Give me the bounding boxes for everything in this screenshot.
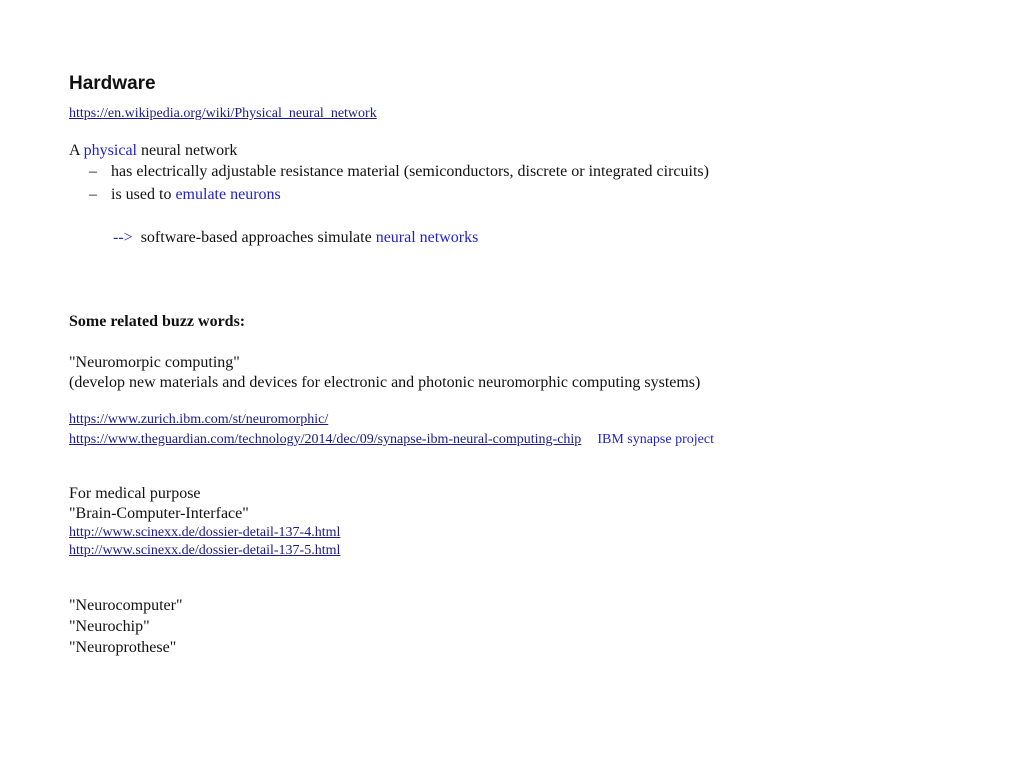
scinexx-link-5[interactable]: http://www.scinexx.de/dossier-detail-137-5.html (69, 543, 341, 558)
term-neurochip: "Neurochip" (69, 618, 150, 635)
bullet-item (89, 186, 281, 204)
page-heading: Hardware (69, 73, 156, 94)
buzz-neuromorphic-desc: (develop new materials and devices for electronic and photonic neuromorphic computing systems) (69, 374, 701, 391)
medical-bci: "Brain-Computer-Interface" (69, 505, 249, 522)
arrow-glyph: --> (113, 229, 133, 246)
bullet-dash: – (89, 186, 97, 203)
buzz-title: Some related buzz words: (69, 313, 246, 330)
scinexx-link-4[interactable]: http://www.scinexx.de/dossier-detail-137-4.html (69, 525, 341, 540)
term-neurocomputer: "Neurocomputer" (69, 597, 183, 614)
bullet-dash: – (89, 163, 97, 180)
medical-purpose: For medical purpose (69, 485, 201, 502)
arrow-line (113, 229, 478, 247)
intro-line (69, 142, 237, 160)
ibm-synapse-label: IBM synapse project (597, 432, 714, 447)
ibm-zurich-link[interactable]: https://www.zurich.ibm.com/st/neuromorphic/ (69, 412, 329, 427)
bullet-text: has electrically adjustable resistance material (semiconductors, discrete or integrated circuits) (111, 163, 709, 180)
bullet-item (89, 163, 709, 181)
arrow-term: neural networks (375, 229, 479, 246)
intro-pre: A (69, 142, 84, 159)
wiki-link[interactable]: https://en.wikipedia.org/wiki/Physical_neural_network (69, 106, 377, 121)
bullet-text-pre: is used to (111, 186, 176, 203)
guardian-link[interactable]: https://www.theguardian.com/technology/2014/dec/09/synapse-ibm-neural-computing-chip (69, 432, 582, 447)
intro-term-physical: physical (83, 142, 137, 159)
arrow-text: software-based approaches simulate (140, 229, 376, 246)
document-page (69, 0, 1024, 768)
term-neuroprothese: "Neuroprothese" (69, 639, 177, 656)
buzz-neuromorphic: "Neuromorpic computing" (69, 354, 240, 371)
bullet-term-emulate: emulate neurons (175, 186, 281, 203)
guardian-line (69, 430, 714, 448)
intro-post: neural network (137, 142, 238, 159)
